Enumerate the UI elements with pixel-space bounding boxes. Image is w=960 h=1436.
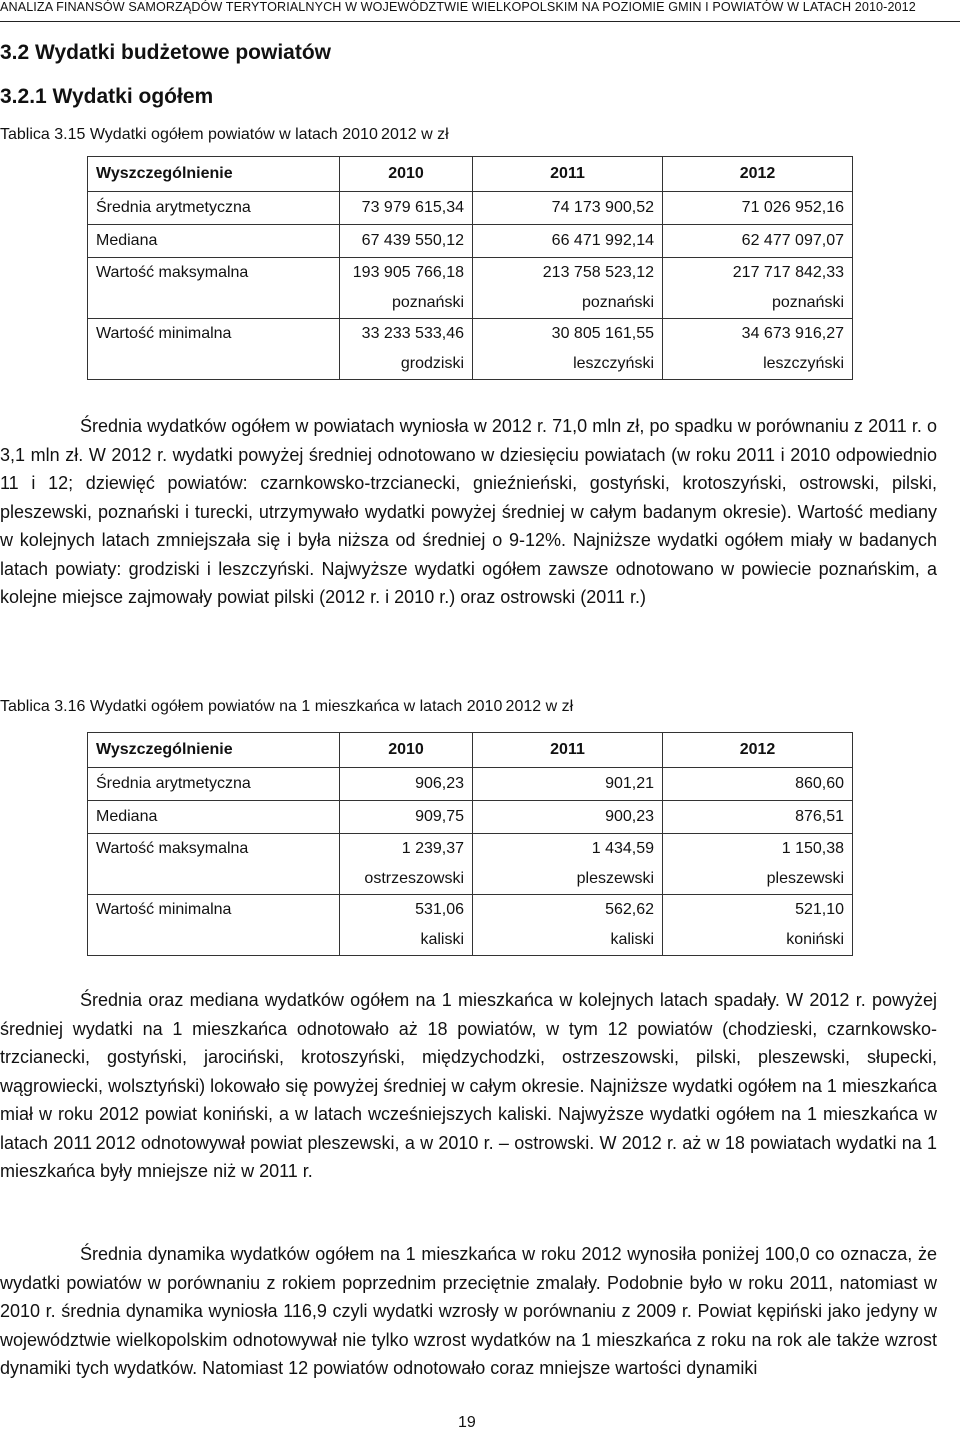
cell-county: grodziski	[400, 355, 464, 372]
table-cell	[473, 258, 663, 319]
paragraph: Średnia oraz mediana wydatków ogółem na 1 mieszkańca w kolejnych latach spadały. W 2012 r. powyżej średniej wydatki na 1 mieszkańca odnotowało aż 18 powiatów, w tym 12 powiatów (chodzieski, czarnkowsko-trzcianecki, gostyński, jarociński, krotoszyński, międzychodzki, ostrzeszowski, pilski, pleszewski, słupecki, wągrowiecki, wolsztyński) lokowało się powyżej średniej w całym okresie. Najniższe wydatki ogółem na 1 mieszkańca miał w roku 2012 powiat koniński, a w latach wcześniejszych kaliski. Najwyższe wydatki ogółem na 1 mieszkańca w latach 2011 2012 odnotowywał powiat pleszewski, a w 2010 r. – ostrowski. W 2012 r. aż w 18 powiatach wydatki na 1 mieszkańca były mniejsze niż w 2011 r.	[0, 990, 937, 1181]
subsection-heading: 3.2.1 Wydatki ogółem	[0, 85, 214, 108]
cell-value: 193 905 766,18	[352, 264, 464, 281]
cell-value: 521,10	[795, 901, 844, 918]
table-cell: 906,23	[340, 768, 473, 801]
table-row	[88, 801, 853, 834]
cell-county: leszczyński	[573, 355, 654, 372]
cell-value: 1 150,38	[781, 840, 844, 857]
cell-value: 562,62	[605, 901, 654, 918]
cell-value: 1 434,59	[591, 840, 654, 857]
column-header: 2010	[340, 157, 473, 192]
table-row	[88, 319, 853, 380]
cell-county: poznański	[771, 294, 844, 311]
table-cell	[663, 895, 853, 956]
row-label: Mediana	[88, 225, 340, 258]
cell-value: 531,06	[415, 901, 464, 918]
cell-county: pleszewski	[576, 870, 654, 887]
table-cell: 901,21	[473, 768, 663, 801]
cell-value: 33 233 533,46	[361, 325, 464, 342]
table-cell	[340, 258, 473, 319]
cell-county: ostrzeszowski	[364, 870, 464, 887]
section-heading: 3.2 Wydatki budżetowe powiatów	[0, 41, 331, 64]
cell-county: kaliski	[420, 931, 464, 948]
table-cell: 900,23	[473, 801, 663, 834]
table-cell: 73 979 615,34	[340, 192, 473, 225]
cell-county: koniński	[786, 931, 844, 948]
row-label: Średnia arytmetyczna	[88, 768, 340, 801]
row-label: Wartość minimalna	[88, 895, 340, 956]
cell-value: 217 717 842,33	[732, 264, 844, 281]
table-row	[88, 834, 853, 895]
column-header: Wyszczególnienie	[88, 733, 340, 768]
table-cell	[340, 319, 473, 380]
table-cell	[340, 895, 473, 956]
column-header: Wyszczególnienie	[88, 157, 340, 192]
table-cell: 62 477 097,07	[663, 225, 853, 258]
cell-value: 34 673 916,27	[741, 325, 844, 342]
table-cell: 74 173 900,52	[473, 192, 663, 225]
table-row	[88, 192, 853, 225]
table-cell: 860,60	[663, 768, 853, 801]
table-cell: 909,75	[340, 801, 473, 834]
table-cell	[663, 258, 853, 319]
table-row	[88, 258, 853, 319]
cell-county: leszczyński	[763, 355, 844, 372]
table-cell	[340, 834, 473, 895]
running-header: ANALIZA FINANSÓW SAMORZĄDÓW TERYTORIALNYCH W WOJEWÓDZTWIE WIELKOPOLSKIM NA POZIOMIE GMIN I POWIATÓW W LATACH 2010-2012	[0, 0, 916, 14]
paragraph: Średnia dynamika wydatków ogółem na 1 mieszkańca w roku 2012 wynosiła poniżej 100,0 co oznacza, że wydatki powiatów w porównaniu z rokiem poprzednim przeciętnie zmalały. Podobnie było w roku 2011, natomiast w 2010 r. średnia dynamika wyniosła 116,9 czyli wydatki wzrosły w porównaniu z 2009 r. Powiat kępiński jako jedyny w województwie wielkopolskim odnotowywał nie tylko wzrost wydatków na 1 mieszkańca z roku na rok ale także wzrost dynamiki tych wydatków. Natomiast 12 powiatów odnotowało coraz mniejsze wartości dynamiki	[0, 1244, 937, 1378]
cell-county: pleszewski	[766, 870, 844, 887]
row-label: Mediana	[88, 801, 340, 834]
table-cell	[473, 834, 663, 895]
table-cell: 66 471 992,14	[473, 225, 663, 258]
table-cell: 876,51	[663, 801, 853, 834]
table-caption: Tablica 3.15 Wydatki ogółem powiatów w latach 2010 2012 w zł	[0, 126, 449, 143]
cell-value: 30 805 161,55	[551, 325, 654, 342]
row-label: Wartość minimalna	[88, 319, 340, 380]
cell-county: poznański	[581, 294, 654, 311]
column-header: 2010	[340, 733, 473, 768]
table-cell	[663, 834, 853, 895]
table-cell	[473, 895, 663, 956]
table-row	[88, 768, 853, 801]
cell-county: poznański	[391, 294, 464, 311]
table-row	[88, 225, 853, 258]
table-cell: 71 026 952,16	[663, 192, 853, 225]
paragraph: Średnia wydatków ogółem w powiatach wyniosła w 2012 r. 71,0 mln zł, po spadku w porównaniu z 2011 r. o 3,1 mln zł. W 2012 r. wydatki powyżej średniej odnotowano w dziesięciu powiatach (w roku 2011 i 2010 odpowiednio 11 i 12; dziewięć powiatów: czarnkowsko-trzcianecki, gnieźnieński, gostyński, krotoszyński, ostrowski, pilski, pleszewski, poznański i turecki, utrzymywało wydatki powyżej średniej w całym badanym okresie). Wartość mediany w kolejnych latach zmniejszała się i była niższa od średniej o 9-12%. Najniższe wydatki ogółem miały w badanych latach powiaty: grodziski i leszczyński. Najwyższe wydatki ogółem zawsze odnotowano w powiecie poznańskim, a kolejne miejsce zajmowały powiat pilski (2012 r. i 2010 r.) oraz ostrowski (2011 r.)	[0, 416, 937, 607]
table-caption: Tablica 3.16 Wydatki ogółem powiatów na 1 mieszkańca w latach 2010 2012 w zł	[0, 698, 574, 715]
cell-value: 213 758 523,12	[542, 264, 654, 281]
expenditure-table	[87, 156, 853, 380]
header-divider	[0, 21, 960, 22]
table-cell	[473, 319, 663, 380]
column-header: 2012	[663, 733, 853, 768]
cell-value: 1 239,37	[401, 840, 464, 857]
column-header: 2011	[473, 733, 663, 768]
table-cell	[663, 319, 853, 380]
row-label: Średnia arytmetyczna	[88, 192, 340, 225]
cell-county: kaliski	[610, 931, 654, 948]
page-number: 19	[458, 1414, 476, 1431]
column-header: 2012	[663, 157, 853, 192]
table-row	[88, 895, 853, 956]
column-header: 2011	[473, 157, 663, 192]
row-label: Wartość maksymalna	[88, 258, 340, 319]
row-label: Wartość maksymalna	[88, 834, 340, 895]
table-cell: 67 439 550,12	[340, 225, 473, 258]
per-capita-table	[87, 732, 853, 956]
